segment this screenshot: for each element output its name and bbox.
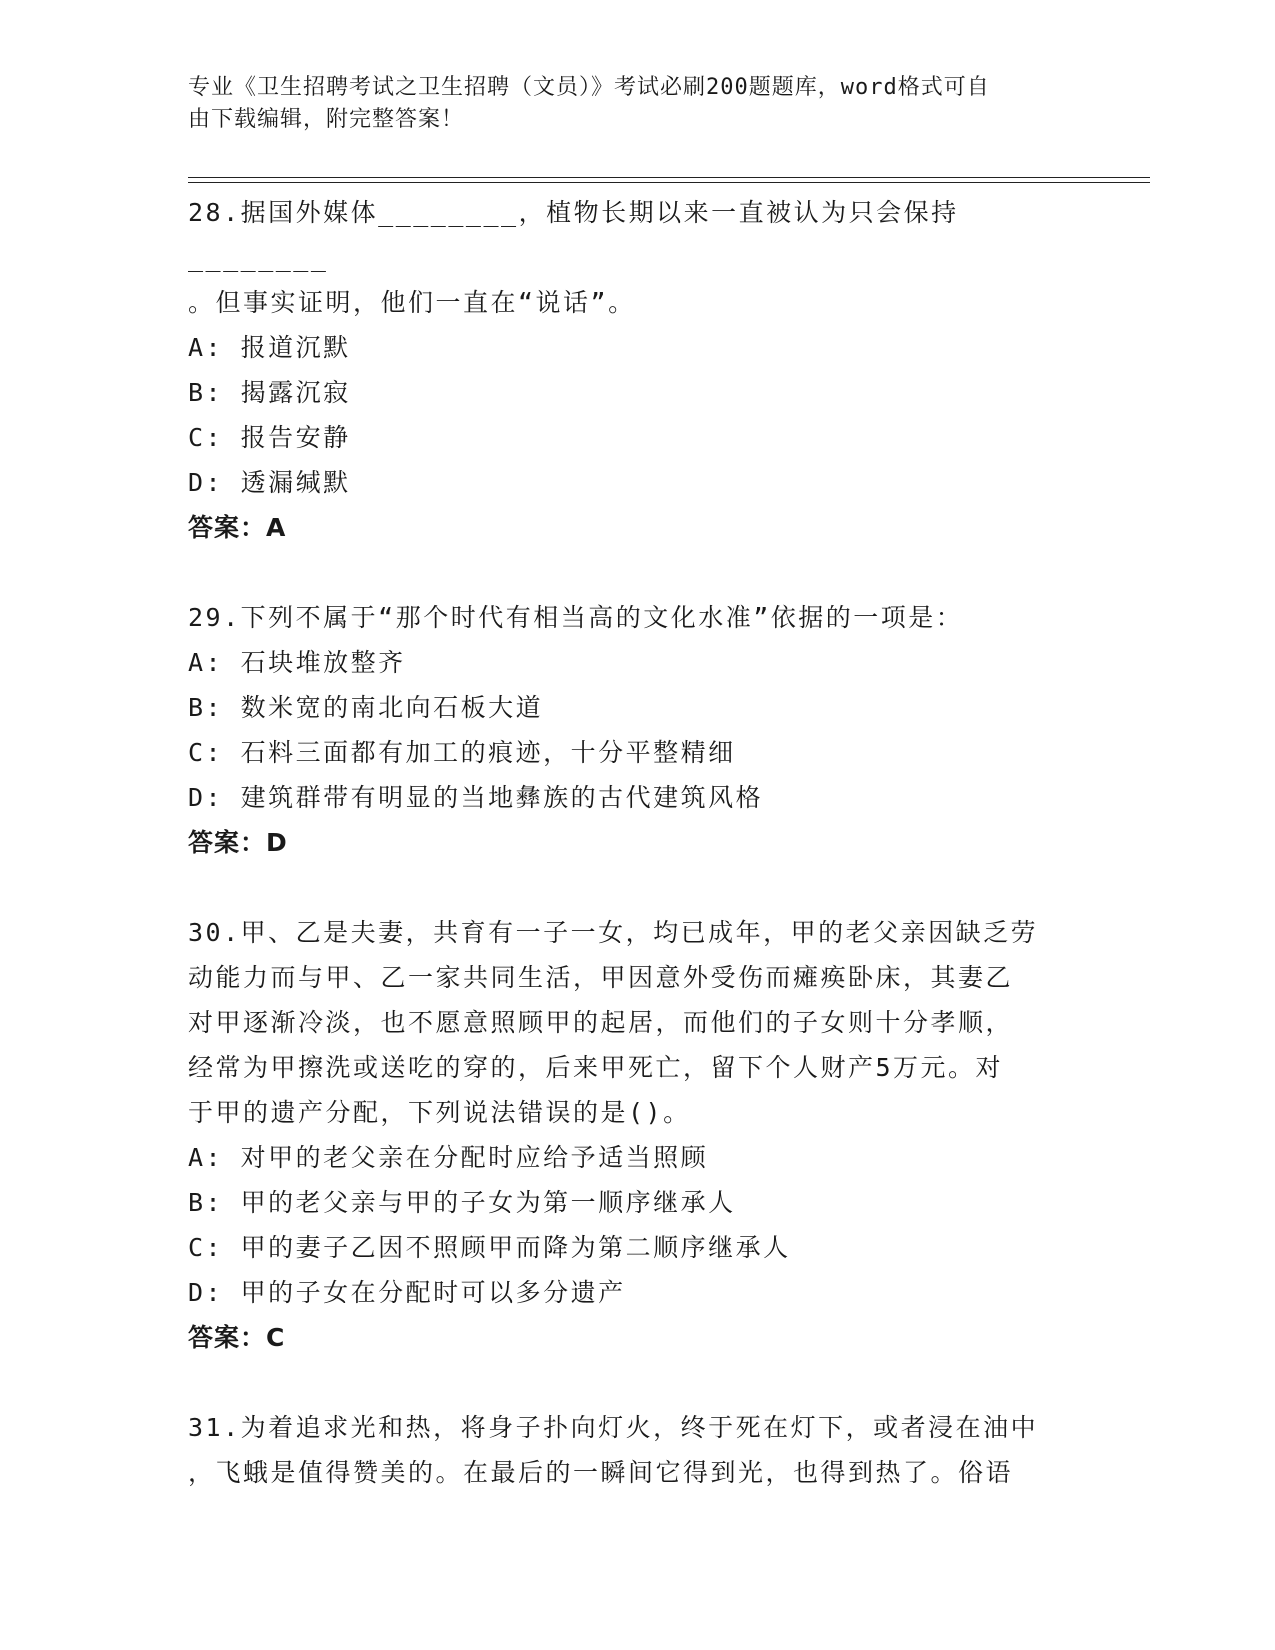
option-d: D: 透漏缄默 — [188, 468, 351, 497]
question-text-line: 。但事实证明，他们一直在“说话”。 — [188, 288, 636, 317]
question-text-line: 31.为着追求光和热，将身子扑向灯火，终于死在灯下，或者浸在油中 — [188, 1413, 1039, 1442]
question-text-line: 30.甲、乙是夫妻，共育有一子一女，均已成年，甲的老父亲因缺乏劳 — [188, 918, 1039, 947]
answer-label: 答案：D — [188, 828, 288, 857]
header-line-2: 由下载编辑，附完整答案！ — [188, 107, 465, 132]
option-b: B: 数米宽的南北向石板大道 — [188, 693, 544, 722]
option-c: C: 甲的妻子乙因不照顾甲而降为第二顺序继承人 — [188, 1233, 791, 1262]
question-list — [188, 190, 1068, 1495]
question-28 — [188, 190, 1068, 550]
question-text-line: 于甲的遗产分配，下列说法错误的是()。 — [188, 1098, 691, 1127]
question-31 — [188, 1405, 1068, 1495]
option-d: D: 甲的子女在分配时可以多分遗产 — [188, 1278, 626, 1307]
question-text-line: 对甲逐渐冷淡，也不愿意照顾甲的起居，而他们的子女则十分孝顺， — [188, 1008, 1014, 1037]
question-text-line: 经常为甲擦洗或送吃的穿的，后来甲死亡，留下个人财产5万元。对 — [188, 1053, 1004, 1082]
question-30 — [188, 910, 1068, 1360]
option-a: A: 报道沉默 — [188, 333, 351, 362]
option-c: C: 报告安静 — [188, 423, 351, 452]
header-line-1: 专业《卫生招聘考试之卫生招聘（文员）》考试必刷200题题库，word格式可自 — [188, 75, 990, 100]
option-a: A: 对甲的老父亲在分配时应给予适当照顾 — [188, 1143, 709, 1172]
option-b: B: 揭露沉寂 — [188, 378, 351, 407]
header-divider-top — [188, 177, 1150, 178]
question-gap — [188, 1360, 1068, 1405]
question-text-line: ，飞蛾是值得赞美的。在最后的一瞬间它得到光，也得到热了。俗语 — [188, 1458, 1014, 1487]
option-a: A: 石块堆放整齐 — [188, 648, 406, 677]
answer-label: 答案：C — [188, 1323, 286, 1352]
question-text-line: 28.据国外媒体________，植物长期以来一直被认为只会保持________ — [188, 198, 959, 272]
question-gap — [188, 865, 1068, 910]
option-d: D: 建筑群带有明显的当地彝族的古代建筑风格 — [188, 783, 764, 812]
question-text-line: 动能力而与甲、乙一家共同生活，甲因意外受伤而瘫痪卧床，其妻乙 — [188, 963, 1014, 992]
option-c: C: 石料三面都有加工的痕迹，十分平整精细 — [188, 738, 736, 767]
option-b: B: 甲的老父亲与甲的子女为第一顺序继承人 — [188, 1188, 736, 1217]
header-divider-bottom — [188, 182, 1150, 183]
question-29 — [188, 595, 1068, 865]
document-header — [188, 72, 1068, 136]
question-text-line: 29.下列不属于“那个时代有相当高的文化水准”依据的一项是： — [188, 603, 964, 632]
answer-label: 答案：A — [188, 513, 287, 542]
question-gap — [188, 550, 1068, 595]
